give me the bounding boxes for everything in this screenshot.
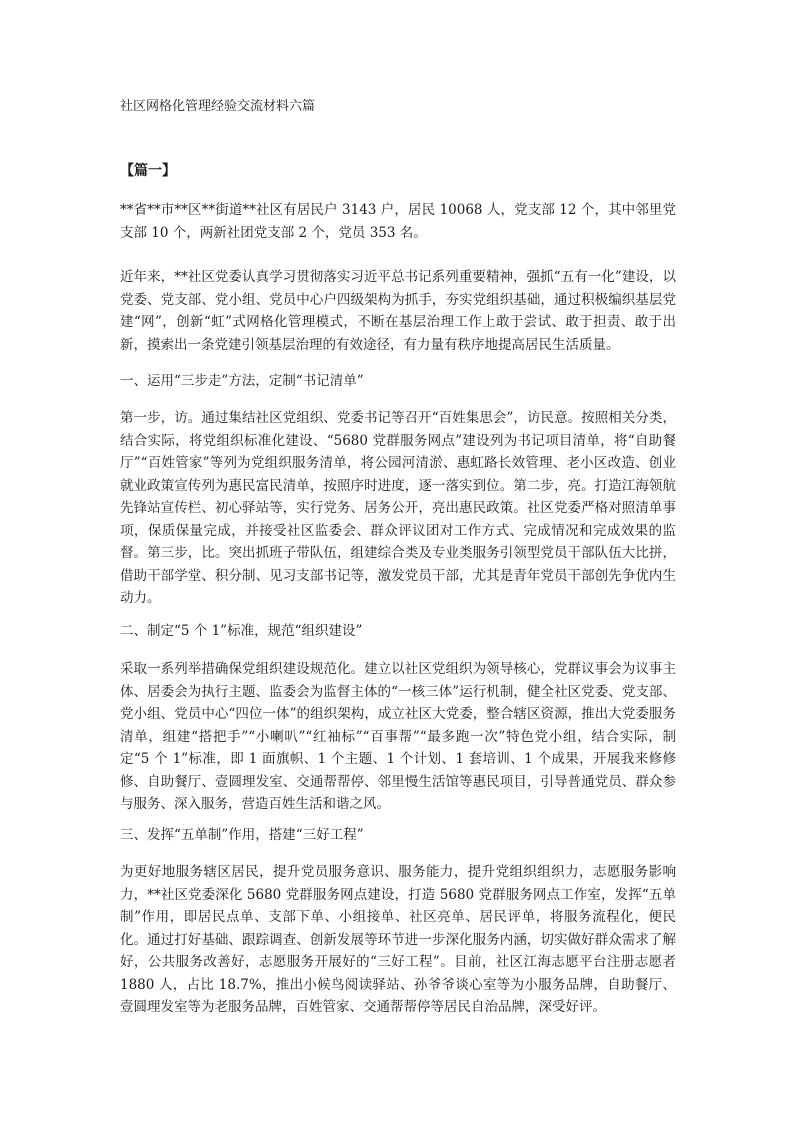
paragraph-organization: 采取一系列举措确保党组织建设规范化。建立以社区党组织为领导核心，党群议事会为议事主体、居委会为执行主题、监委会为监督主体的“一核三体”运行机制，健全社区党委、党支部、党小组、党员中心“四位一体”的组织架构，成立社区大党委，整合辖区资源，推出大党委服务清单，组建“搭把手”“小喇叭”“红袖标”“百事帮”“最多跑一次”特色党小组，结合实际，制定“5 个 1”标准，即 1 面旗帜、1 个主题、1 个计划、1 套培训、1 个成果，开展我来修修修、自助餐厅、壹圆理发室、交通帮帮停、邻里慢生活馆等惠民项目，引导普通党员、群众参与服务、深入服务，营造百姓生活和谐之风。: [120, 661, 676, 812]
subheading-1: 一、运用“三步走”方法，定制“书记清单”: [120, 373, 364, 389]
paragraph-background: 近年来，**社区党委认真学习贯彻落实习近平总书记系列重要精神，强抓“五有一化”建设，以党委、党支部、党小组、党员中心户四级架构为抓手，夯实党组织基础，通过积极编织基层党建“网”，创新“虹”式网格化管理模式，不断在基层治理工作上敢于尝试、敢于担责、敢于出新，摸索出一条党建引领基层治理的有效途径，有力量有秩序地提高居民生活质量。: [120, 269, 676, 353]
paragraph-intro: **省**市**区**街道**社区有居民户 3143 户，居民 10068 人，党支部 12 个，其中邻里党支部 10 个，两新社团党支部 2 个，党员 353 名。: [120, 202, 676, 241]
paragraph-step-method: 第一步，访。通过集结社区党组织、党委书记等召开“百姓集思会”，访民意。按照相关分类，结合实际，将党组织标准化建设、“5680 党群服务网点”建设列为书记项目清单，将“自助餐厅”“百姓管家”等列为党组织服务清单，将公园河清淤、惠虹路长效管理、老小区改造、创业就业政策宣传列为惠民富民清单，按照序时进度，逐一落实到位。第二步，亮。打造江海领航先锋站宣传栏、初心驿站等，实行党务、居务公开，亮出惠民政策。社区党委严格对照清单事项，保质保量完成，并接受社区监委会、群众评议团对工作方式、完成情况和完成效果的监督。第三步，比。突出抓班子带队伍，组建综合类及专业类服务引领型党员干部队伍大比拼，借助干部学堂、积分制、见习支部书记等，激发党员干部，尤其是青年党员干部创先争优内生动力。: [120, 410, 676, 606]
subheading-3: 三、发挥“五单制”作用，搭建“三好工程”: [120, 827, 364, 843]
document-title: 社区网格化管理经验交流材料六篇: [120, 99, 316, 114]
section-heading: 【篇一】: [120, 163, 176, 179]
subheading-2: 二、制定“5 个 1”标准，规范“组织建设”: [120, 623, 363, 639]
paragraph-five-orders: 为更好地服务辖区居民，提升党员服务意识、服务能力，提升党组织组织力，志愿服务影响力，**社区党委深化 5680 党群服务网点建设，打造 5680 党群服务网点工作室，发挥“五单制”作用，即居民点单、支部下单、小组接单、社区亮单、居民评单，将服务流程化，便民化。通过打好基础、跟踪调查、创新发展等环节进一步深化服务内涵，切实做好群众需求了解好，公共服务改善好，志愿服务开展好的“三好工程”。目前，社区江海志愿平台注册志愿者 1880 人，占比 18.7%，推出小候鸟阅读驿站、孙爷爷谈心室等为小服务品牌，自助餐厅、壹圆理发室等为老服务品牌，百姓管家、交通帮帮停等居民自治品牌，深受好评。: [120, 864, 676, 1015]
